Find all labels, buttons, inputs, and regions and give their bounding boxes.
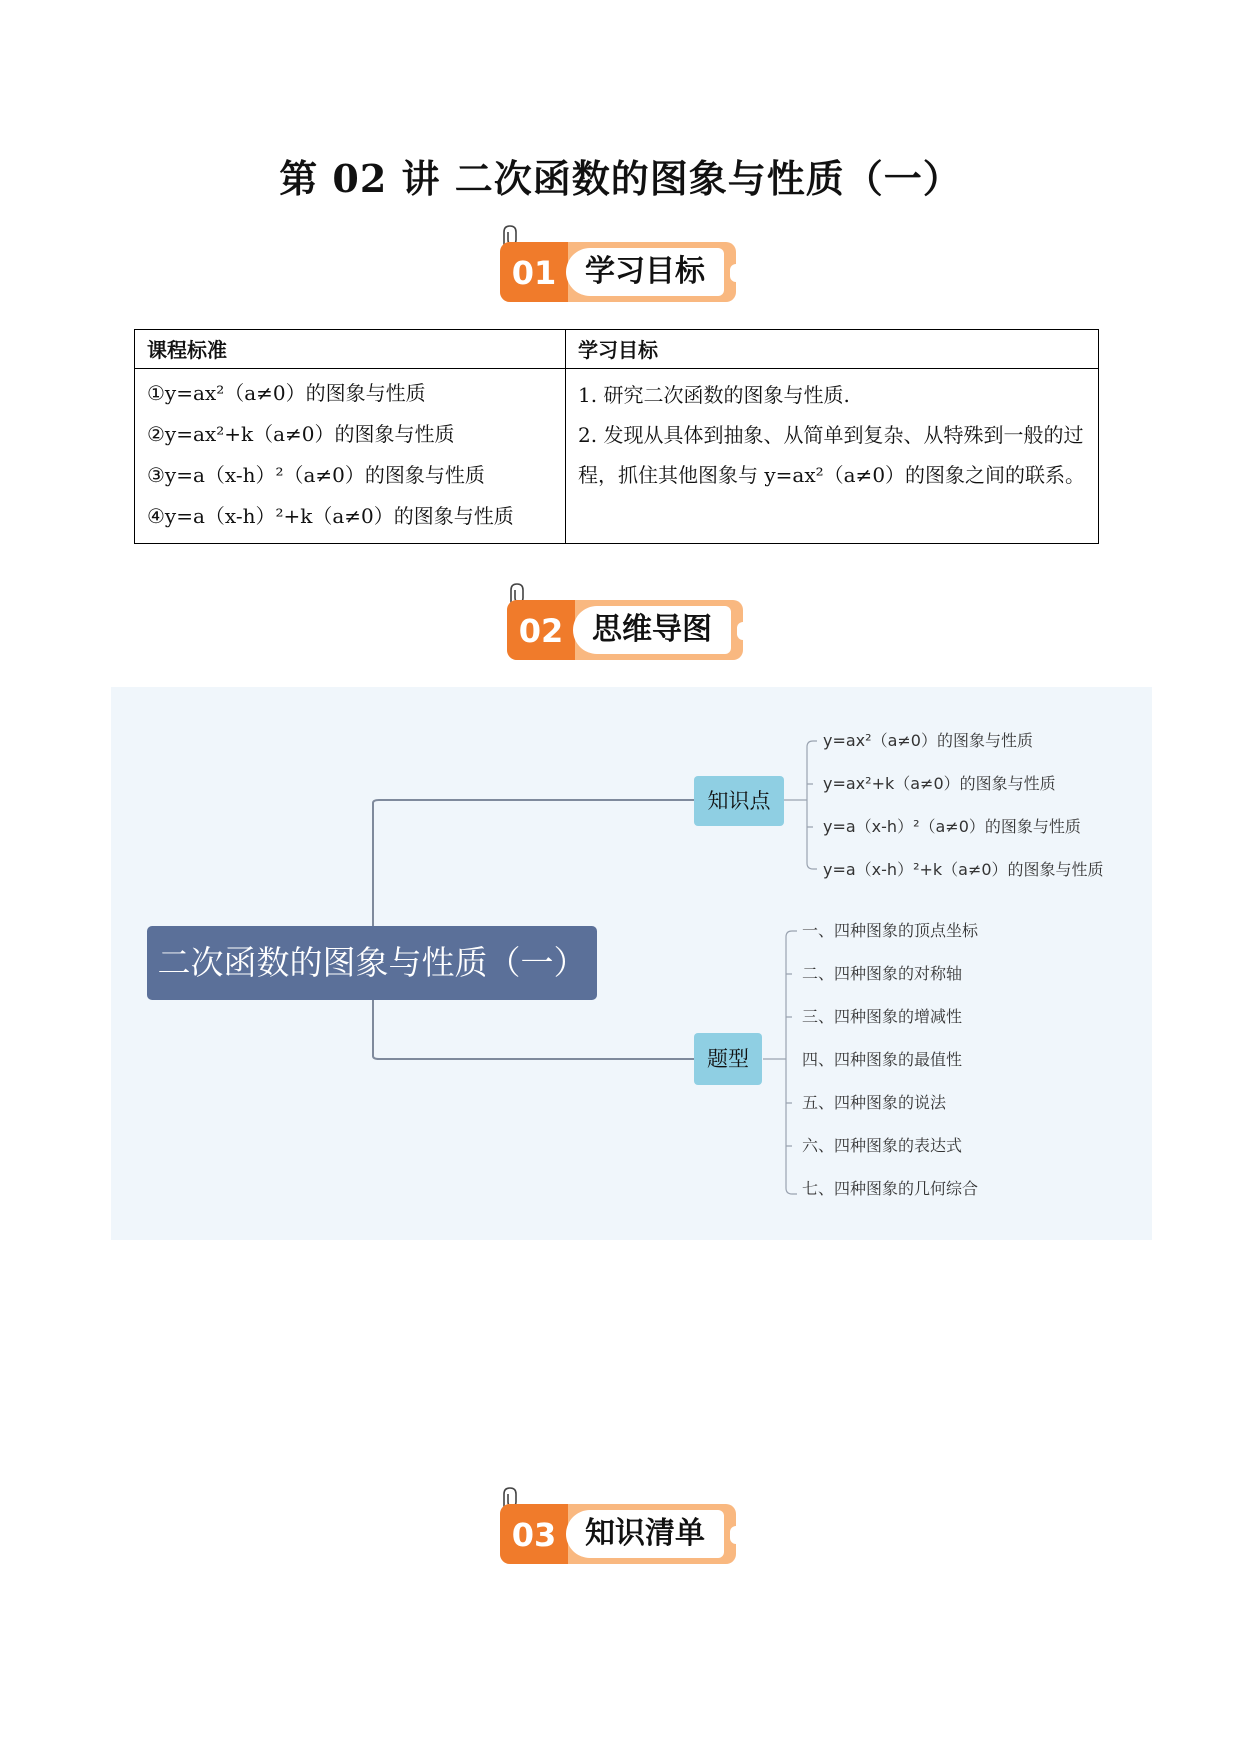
table-header-goal: 学习目标 [566,330,1099,369]
goal-item: 2. 发现从具体到抽象、从简单到复杂、从特殊到一般的过程，抓住其他图象与 y=ax²（a≠0）的图象之间的联系。 [578,423,1086,487]
section-badge-mind-map [503,582,753,662]
objectives-table [134,329,1099,544]
section-number: 03 [500,1504,568,1564]
standard-item: ③y=a（x-h）²（a≠0）的图象与性质 [147,463,485,487]
knowledge-leaf: y=a（x-h）²+k（a≠0）的图象与性质 [823,860,1104,879]
type-leaf: 七、四种图象的几何综合 [802,1179,979,1198]
page-title: 第 02 讲 二次函数的图象与性质（一） [279,156,962,201]
standard-item: ④y=a（x-h）²+k（a≠0）的图象与性质 [147,504,514,528]
table-header-standard: 课程标准 [135,330,566,369]
mind-map [111,687,1152,1240]
section-badge-learning-goals [496,224,746,304]
type-leaf: 三、四种图象的增减性 [802,1007,963,1026]
type-leaf: 一、四种图象的顶点坐标 [802,921,979,940]
section-label: 思维导图 [573,606,731,654]
knowledge-leaf: y=a（x-h）²（a≠0）的图象与性质 [823,817,1081,836]
standards-cell [135,369,566,544]
branch-knowledge: 知识点 [694,776,784,826]
type-leaf: 二、四种图象的对称轴 [802,964,963,983]
section-number: 02 [507,600,575,660]
standard-item: ②y=ax²+k（a≠0）的图象与性质 [147,422,455,446]
knowledge-leaf: y=ax²（a≠0）的图象与性质 [823,731,1033,750]
section-badge-knowledge-list [496,1486,746,1566]
branch-question-types: 题型 [694,1033,762,1085]
goals-cell [566,369,1099,544]
mind-map-root: 二次函数的图象与性质（一） [147,926,597,1000]
type-leaf: 四、四种图象的最值性 [802,1050,963,1069]
goal-item: 1. 研究二次函数的图象与性质. [578,383,850,407]
section-label: 学习目标 [566,248,724,296]
section-number: 01 [500,242,568,302]
knowledge-leaf: y=ax²+k（a≠0）的图象与性质 [823,774,1056,793]
type-leaf: 六、四种图象的表达式 [802,1136,963,1155]
standard-item: ①y=ax²（a≠0）的图象与性质 [147,381,426,405]
section-label: 知识清单 [566,1510,724,1558]
type-leaf: 五、四种图象的说法 [802,1093,947,1112]
